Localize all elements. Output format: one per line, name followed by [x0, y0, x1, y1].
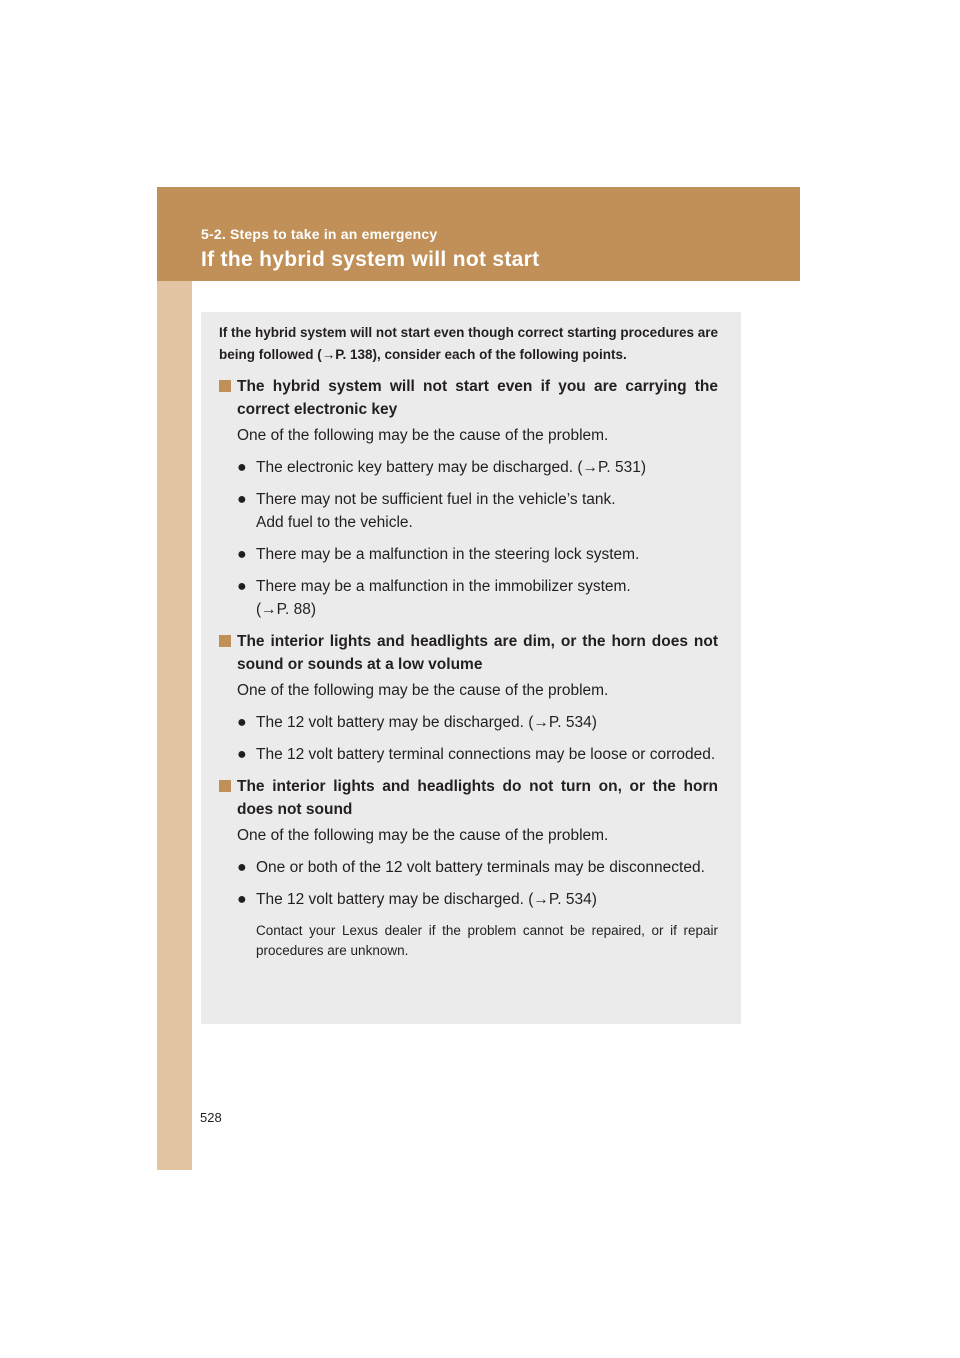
bullet-dot-icon: ●: [237, 491, 247, 508]
topic-cause: One of the following may be the cause of the problem.: [237, 427, 609, 444]
bullet-dot-icon: ●: [237, 891, 247, 908]
section-label: 5-2. Steps to take in an emergency: [201, 226, 438, 242]
bullet-dot-icon: ●: [237, 746, 247, 763]
dealer-note: Contact your Lexus dealer if the problem cannot be repaired, or if repair procedures are unknown.: [256, 923, 718, 958]
list-item-text: The electronic key battery may be discharged. (→P. 531): [256, 459, 646, 476]
list-item: [219, 575, 718, 621]
bullet-dot-icon: ●: [237, 459, 247, 476]
list-item-text: There may be a malfunction in the steering lock system.: [256, 546, 640, 563]
list-item: [219, 856, 718, 879]
topic-heading: [219, 375, 718, 421]
bullet-dot-icon: ●: [237, 546, 247, 563]
bullet-dot-icon: ●: [237, 578, 247, 595]
list-item: [219, 711, 718, 734]
list-item-text: One or both of the 12 volt battery terminals may be disconnected.: [256, 859, 705, 876]
topic-2: [219, 630, 718, 766]
list-item-text: The 12 volt battery may be discharged. (→P. 534): [256, 714, 597, 731]
content-box: [201, 312, 741, 1024]
topic-heading-text: The hybrid system will not start even if you are carrying the correct electronic key: [237, 378, 718, 418]
list-item: [219, 488, 718, 534]
content-inner: [219, 322, 718, 961]
bullet-dot-icon: ●: [237, 714, 247, 731]
list-item: [219, 456, 718, 479]
topic-3: [219, 775, 718, 961]
topic-1: [219, 375, 718, 621]
list-item: [219, 543, 718, 566]
list-item-subtext: (→P. 88): [256, 601, 317, 618]
list-item-text: There may not be sufficient fuel in the vehicle’s tank.: [256, 491, 616, 508]
list-item: [219, 743, 718, 766]
list-item-text: There may be a malfunction in the immobilizer system.: [256, 578, 631, 595]
topic-cause: One of the following may be the cause of the problem.: [237, 827, 609, 844]
topic-heading-text: The interior lights and headlights do not turn on, or the horn does not sound: [237, 778, 718, 818]
list-item-subtext: Add fuel to the vehicle.: [256, 514, 413, 531]
bullet-dot-icon: ●: [237, 859, 247, 876]
list-item-text: The 12 volt battery terminal connections may be loose or corroded.: [256, 746, 716, 763]
page-number: 528: [200, 1110, 222, 1125]
page-title: If the hybrid system will not start: [201, 248, 540, 271]
square-bullet-icon: [219, 635, 231, 647]
topic-heading-text: The interior lights and headlights are dim, or the horn does not sound or sounds at a low volume: [237, 633, 718, 673]
side-strip: [157, 187, 192, 1170]
square-bullet-icon: [219, 780, 231, 792]
square-bullet-icon: [219, 380, 231, 392]
topic-heading: [219, 775, 718, 821]
intro-text: If the hybrid system will not start even though correct starting procedures are being followed (→P. 138), consider each of the following points.: [219, 325, 718, 362]
list-item-text: The 12 volt battery may be discharged. (→P. 534): [256, 891, 597, 908]
list-item: [219, 888, 718, 911]
topic-cause: One of the following may be the cause of the problem.: [237, 682, 609, 699]
topic-heading: [219, 630, 718, 676]
